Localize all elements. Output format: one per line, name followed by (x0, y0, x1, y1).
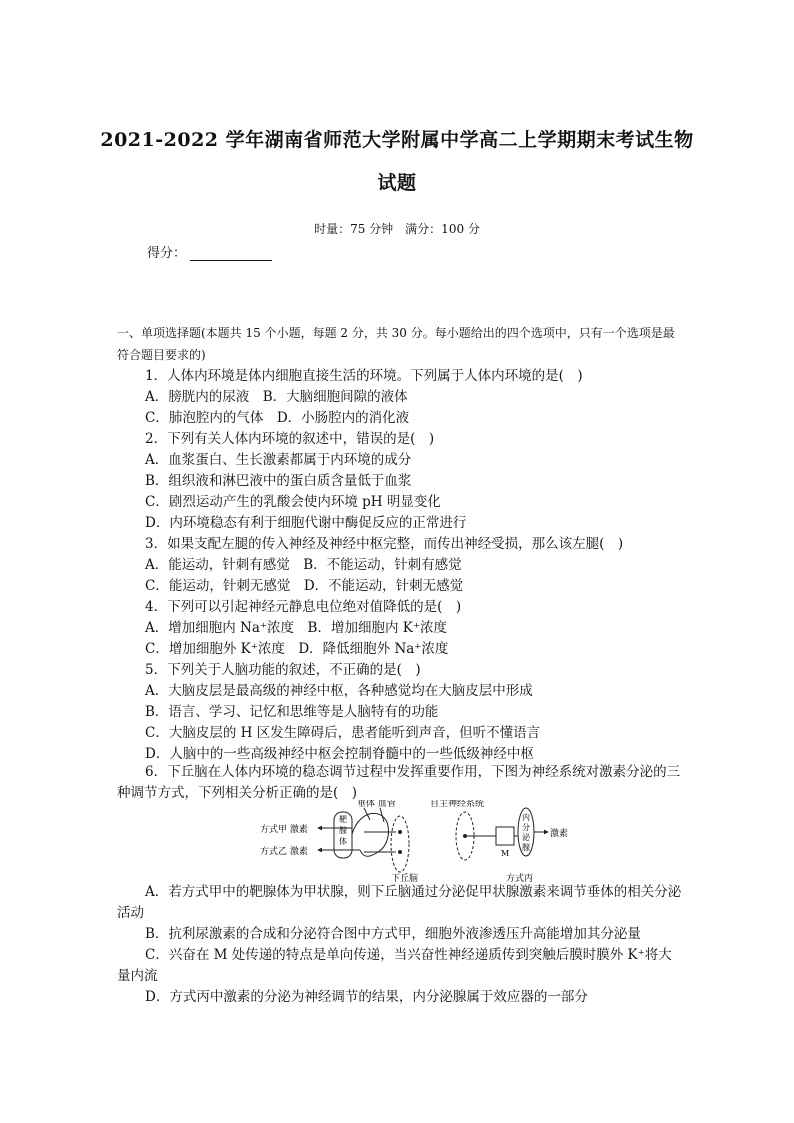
question-line: A．大脑皮层是最高级的神经中枢，各种感觉均在大脑皮层中形成 (145, 683, 533, 699)
label-method-b: 方式乙 激素 (260, 847, 308, 857)
hormone-regulation-diagram (260, 800, 570, 884)
label-target-gland-2: 腺 (339, 826, 347, 835)
label-ans: 自主神经系统 (430, 800, 485, 809)
exam-meta: 时量：75 分钟 满分：100 分 (314, 222, 480, 236)
label-vessel: 垂体 血管 (357, 800, 396, 809)
section-1-heading: 一、单项选择题(本题共 15 个小题，每题 2 分，共 30 分。每小题给出的四个选项中，只有一个选项是最符合题目要求的) (117, 326, 675, 362)
label-gland-1: 内 (522, 813, 530, 822)
page-title-line-2: 试题 (377, 172, 417, 194)
question-line: B．组织液和淋巴液中的蛋白质含量低于血浆 (145, 473, 412, 489)
question-line: A．增加细胞内 Na⁺浓度 B．增加细胞内 K⁺浓度 (145, 620, 447, 636)
question-line: B．语言、学习、记忆和思维等是人脑特有的功能 (145, 704, 439, 720)
question-line: D．人脑中的一些高级神经中枢会控制脊髓中的一些低级神经中枢 (145, 746, 534, 762)
question-6-option-d: D．方式丙中激素的分泌为神经调节的结果，内分泌腺属于效应器的一部分 (145, 989, 588, 1005)
question-line: A．能运动，针刺有感觉 B．不能运动，针刺有感觉 (145, 557, 462, 573)
label-method-c: 方式丙 (506, 874, 534, 884)
question-line: A．血浆蛋白、生长激素都属于内环境的成分 (145, 452, 412, 468)
label-hormone: 激素 (550, 829, 569, 839)
question-line: C．能运动，针刺无感觉 D．不能运动，针刺无感觉 (145, 578, 464, 594)
question-line: C．剧烈运动产生的乳酸会使内环境 pH 明显变化 (145, 494, 441, 510)
label-gland-4: 腺 (522, 843, 530, 852)
label-target-gland: 靶 (339, 815, 347, 824)
score-field (147, 242, 272, 261)
question-line: 3．如果支配左腿的传入神经及神经中枢完整，而传出神经受损，那么该左腿( ) (145, 536, 624, 552)
question-6-stem: 6．下丘脑在人体内环境的稳态调节过程中发挥重要作用，下图为神经系统对激素分泌的三种调节方式，下列相关分析正确的是( ) (117, 764, 681, 801)
label-gland-2: 分 (522, 823, 530, 832)
label-gland-3: 泌 (522, 833, 530, 842)
question-6-option-a: A．若方式甲中的靶腺体为甲状腺，则下丘脑通过分泌促甲状腺激素来调节垂体的相关分泌活动 (117, 884, 682, 921)
question-line: C．增加细胞外 K⁺浓度 D．降低细胞外 Na⁺浓度 (145, 641, 449, 657)
score-label: 得分： (147, 246, 187, 261)
question-line: C．肺泡腔内的气体 D．小肠腔内的消化液 (145, 410, 410, 426)
score-blank (190, 246, 272, 261)
label-target-gland-3: 体 (339, 837, 347, 846)
question-line: A．膀胱内的尿液 B．大脑细胞间隙的液体 (145, 389, 408, 405)
label-method-a: 方式甲 激素 (260, 825, 308, 835)
question-line: D．内环境稳态有利于细胞代谢中酶促反应的正常进行 (145, 515, 467, 531)
label-m: M (501, 849, 510, 858)
label-hypothalamus: 下丘脑 (391, 874, 419, 884)
question-line: 5．下列关于人脑功能的叙述，不正确的是( ) (145, 662, 421, 678)
question-line: 2．下列有关人体内环境的叙述中，错误的是( ) (145, 431, 435, 447)
question-line: 4．下列可以引起神经元静息电位绝对值降低的是( ) (145, 599, 462, 615)
page-title-line-1: 2021-2022 学年湖南省师范大学附属中学高二上学期期末考试生物 (100, 129, 694, 151)
question-6-option-c: C．兴奋在 M 处传递的特点是单向传递，当兴奋性神经递质传到突触后膜时膜外 K⁺将大量内流 (117, 947, 672, 984)
question-line: C．大脑皮层的 H 区发生障碍后，患者能听到声音，但听不懂语言 (145, 725, 541, 741)
question-line: 1．人体内环境是体内细胞直接生活的环境。下列属于人体内环境的是( ) (145, 368, 583, 384)
question-6-option-b: B．抗利尿激素的合成和分泌符合图中方式甲，细胞外液渗透压升高能增加其分泌量 (145, 926, 641, 942)
